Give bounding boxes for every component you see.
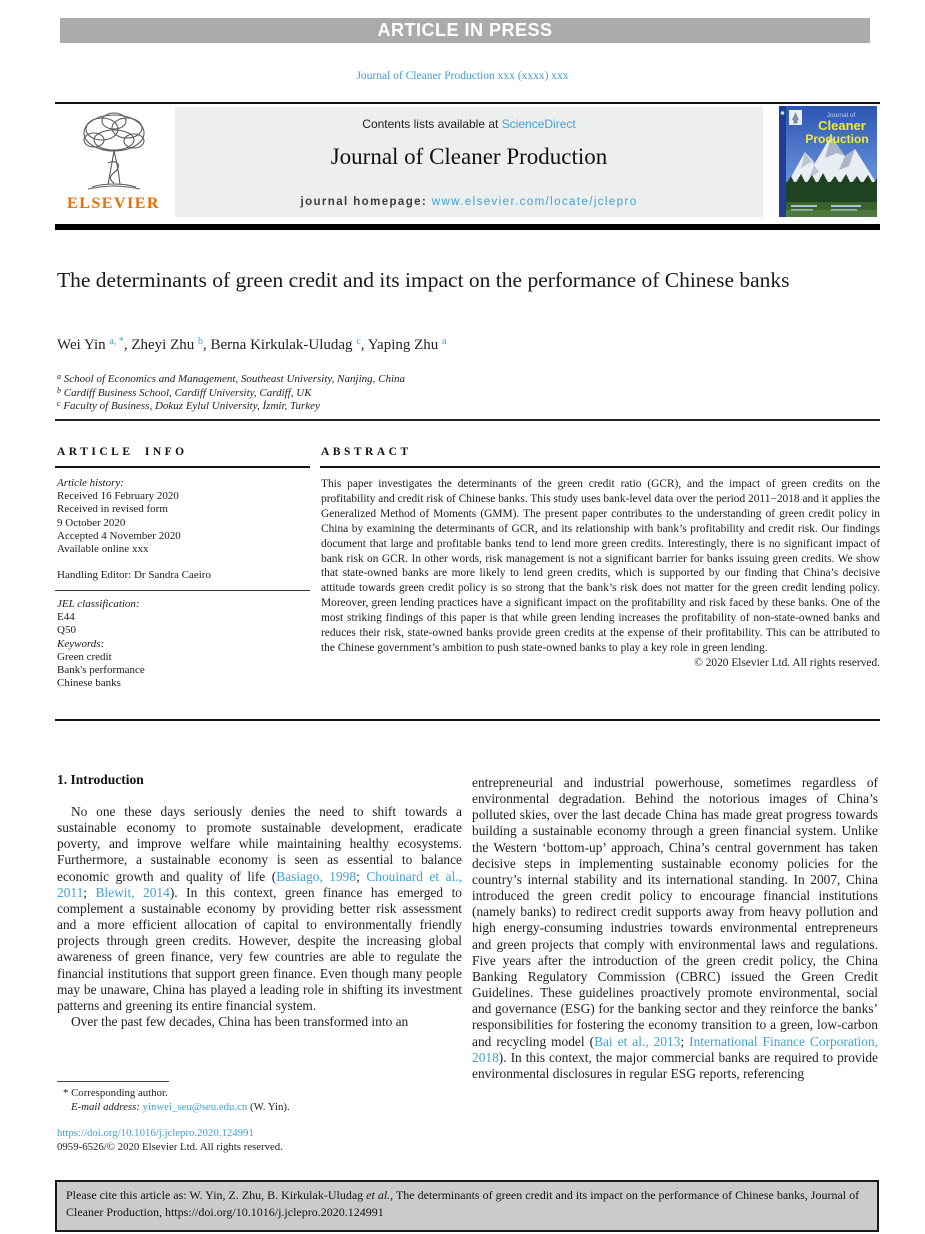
inline-link[interactable]: Blewit, 2014	[95, 884, 170, 900]
inline-link[interactable]: yinwei_seu@seu.edu.cn	[142, 1100, 248, 1113]
inline-link[interactable]: Basiago, 1998	[276, 868, 357, 884]
homepage-link[interactable]: www.elsevier.com/locate/jclepro	[431, 196, 638, 208]
inline-link[interactable]: a, *	[109, 336, 124, 347]
jel-label: JEL classification:	[57, 598, 140, 610]
email-line	[57, 1101, 457, 1115]
abstract-rule	[320, 466, 880, 468]
article-info-column	[57, 477, 310, 582]
keyword: Bank's performance	[57, 664, 145, 677]
elsevier-logo[interactable]	[57, 107, 170, 217]
history-label: Article history:	[57, 477, 124, 489]
affiliation-rule	[55, 419, 880, 421]
keyword: Chinese banks	[57, 677, 121, 690]
affiliation-b	[57, 387, 857, 401]
paragraph	[57, 804, 462, 1014]
sciencedirect-link[interactable]: ScienceDirect	[501, 117, 576, 131]
text-run: ;	[680, 1033, 690, 1049]
text-run: , Yaping Zhu	[360, 337, 443, 353]
text-run: b	[57, 385, 61, 395]
abstract-heading: ABSTRACT	[321, 446, 412, 458]
cover-line2: Cleaner	[818, 118, 866, 133]
paragraph	[57, 1014, 462, 1030]
jel-code: E44	[57, 611, 75, 624]
paragraph	[472, 775, 878, 1082]
abstract-column	[321, 477, 880, 671]
text-run: E-mail address:	[71, 1100, 143, 1113]
text-run: entrepreneurial and industrial powerhouse, sometimes regardless of environmental degradation. Behind the notorious images of China’s polluted skies, over the last decade China has made great progress towards building a sustainable economy through a green financial system. Unlike the Western ‘bottom-up’ approach, China’s central government has taken decisive steps in implementing sustainable economy policies for the country’s internal stability and its international standing. In 2007, China introduced the green credit policy to encourage financial institutions (namely banks) to redirect credit supports away from heavy pollution and high energy-consuming industries towards environmental entrepreneurs and green projects that comply with environmental laws and regulations. Five years after the introduction of the green credit policy, the China Banking Regulatory Commission (CBRC) issued the Green Credit Guidelines. These guidelines proactively promote environmental, social and governance (ESG) for the banking sector and they reinforce the banks’ responsibilities for fostering the economy transition to a green, low-carbon and recycling model (	[472, 775, 878, 1049]
jel-code: Q50	[57, 624, 76, 637]
text-run: ). In this context, the major commercial banks are required to provide environmental disclosures in regular ESG reports, referencing	[472, 1049, 878, 1081]
intro-right-column	[472, 775, 878, 1082]
contents-line	[175, 117, 763, 131]
inline-link[interactable]: Bai et al., 2013	[594, 1033, 681, 1049]
intro-left-column	[57, 804, 462, 1030]
inline-link[interactable]: International Finance Corporation, 2018	[472, 1033, 878, 1065]
inline-link[interactable]: Chouinard et al., 2011	[57, 868, 463, 900]
elsevier-tree-icon	[64, 107, 164, 193]
text-run: , Zheyi Zhu	[123, 337, 199, 353]
article-title: The determinants of green credit and its impact on the performance of Chinese banks	[57, 268, 790, 292]
text-run: ;	[83, 884, 96, 900]
text-run: ;	[356, 868, 367, 884]
journal-homepage-line	[175, 196, 763, 208]
history-line: 9 October 2020	[57, 516, 126, 529]
keyword: Green credit	[57, 650, 112, 663]
footnote-block	[57, 1081, 457, 1154]
cover-line3: Production	[805, 132, 869, 146]
inline-link[interactable]: c	[356, 336, 361, 347]
text-run: a	[57, 372, 61, 381]
text-run: (W. Yin).	[247, 1100, 290, 1113]
text-run: , Berna Kirkulak-Uludag	[203, 337, 357, 353]
journal-title: Journal of Cleaner Production	[330, 144, 608, 169]
journal-cover-thumbnail[interactable]	[779, 106, 877, 217]
text-run: Faculty of Business, Dokuz Eylul University, İzmir, Turkey	[60, 400, 320, 412]
cover-art	[779, 106, 877, 217]
text-run: No one these days seriously denies the need to shift towards a sustainable economy to promote sustainable development, eradicate poverty, and improve welfare while maintaining healthy ecosystems. Furthermore, a sustainable economy is seen as essential to balance economic growth and quality of life (	[57, 804, 462, 884]
article-info-rule	[55, 466, 310, 468]
inline-link[interactable]: a	[442, 336, 447, 347]
text-run: Wei Yin	[57, 337, 110, 353]
inline-link[interactable]: b	[198, 336, 204, 347]
copyright-line: © 2020 Elsevier Ltd. All rights reserved.	[694, 656, 880, 669]
elsevier-wordmark: ELSEVIER	[67, 195, 160, 212]
citation-box	[55, 1180, 879, 1232]
article-in-press-banner: ARTICLE IN PRESS	[60, 18, 870, 43]
issn-copyright-line: 0959-6526/© 2020 Elsevier Ltd. All rights reserved.	[57, 1140, 283, 1153]
history-line: Available online xxx	[57, 543, 149, 556]
text-run: et al.	[366, 1188, 391, 1202]
text-run: , The determinants of green credit and its impact on the performance of Chinese banks, Journal of Cleaner Production, https://doi.org/10.1016/j.jclepro.2020.124991	[66, 1188, 860, 1219]
affiliations	[57, 373, 857, 414]
handling-editor: Handling Editor: Dr Sandra Caeiro	[57, 569, 211, 582]
keywords-label: Keywords:	[57, 637, 105, 650]
info-bottom-rule	[55, 719, 880, 721]
text-run: Cardiff Business School, Cardiff University, Cardiff, UK	[61, 386, 312, 399]
affiliation-c	[57, 400, 857, 414]
history-line: Received 16 February 2020	[57, 490, 179, 503]
text-run: c	[57, 399, 61, 408]
corresponding-author-note: * Corresponding author.	[63, 1087, 168, 1099]
affiliation-a	[57, 373, 857, 387]
homepage-label: journal homepage:	[300, 196, 432, 208]
section-heading-introduction: 1. Introduction	[57, 772, 144, 787]
footnote-rule	[57, 1081, 169, 1082]
abstract-text: This paper investigates the determinants of the green credit ratio (GCR), and the impact of green credits on the profitability and credit risk of Chinese banks. This study uses bank-level data over the period 2011−2018 and it applies the Generalized Method of Moments (GMM). The present paper contributes to the understanding of green credit policy in China by examining the determinants of GCR, and its relationship with bank’s profitability and credit risk. Our findings document that large and profitable banks tend to lend more green credits. Interestingly, there is no significant impact of bank risk on GCR. In other words, risk management is not a significant barrier for banks issuing green credits. We show that state-owned banks are more likely to lend green credits, which is supported by our finding that China’s decisive attitude towards green credit policy is so strong that the bank’s risk does not matter for the green credit lending policy. Moreover, green lending practices have a significant impact on the profitability and risk faced by these banks. One of the most striking findings of this paper is that while green lending increases the profitability of non-state-owned banks and reduces their risk, state-owned banks provide green credits at the expense of their profitability. This can be attributed to the Chinese government’s ambition to push state-owned banks to play a key role in green lending.	[321, 478, 880, 654]
text-run: Over the past few decades, China has been transformed into an	[71, 1014, 409, 1030]
article-info-heading: ARTICLE INFO	[57, 446, 188, 458]
journal-reference-line: Journal of Cleaner Production xxx (xxxx) xxx	[356, 70, 569, 82]
contents-prefix: Contents lists available at	[362, 117, 502, 131]
text-run: ). In this context, green finance has emerged to complement a sustainable economy by providing better risk assessment and a more efficient allocation of capital to environmentally friendly projects through green credits. However, despite the increasing global awareness of green finance, very few countries are able to regulate the financial institutions that support green finance. Even though many people may be unaware, China has played a leading role in shifting its investment patterns and greening its entire financial system.	[57, 884, 462, 1013]
author-list	[57, 337, 857, 354]
text-run: School of Economics and Management, Southeast University, Nanjing, China	[61, 373, 406, 385]
history-line: Received in revised form	[57, 503, 168, 516]
journal-header-box	[175, 107, 763, 217]
top-rule	[55, 102, 880, 104]
text-run: Please cite this article as: W. Yin, Z. Zhu, B. Kirkulak-Uludag	[66, 1188, 367, 1202]
info-mid-rule	[55, 590, 310, 591]
doi-link[interactable]: https://doi.org/10.1016/j.jclepro.2020.124991	[57, 1127, 254, 1139]
cover-line1: Journal of	[826, 112, 856, 119]
history-line: Accepted 4 November 2020	[57, 529, 181, 542]
header-divider-bar	[55, 224, 880, 230]
jel-keywords-block	[57, 598, 310, 690]
